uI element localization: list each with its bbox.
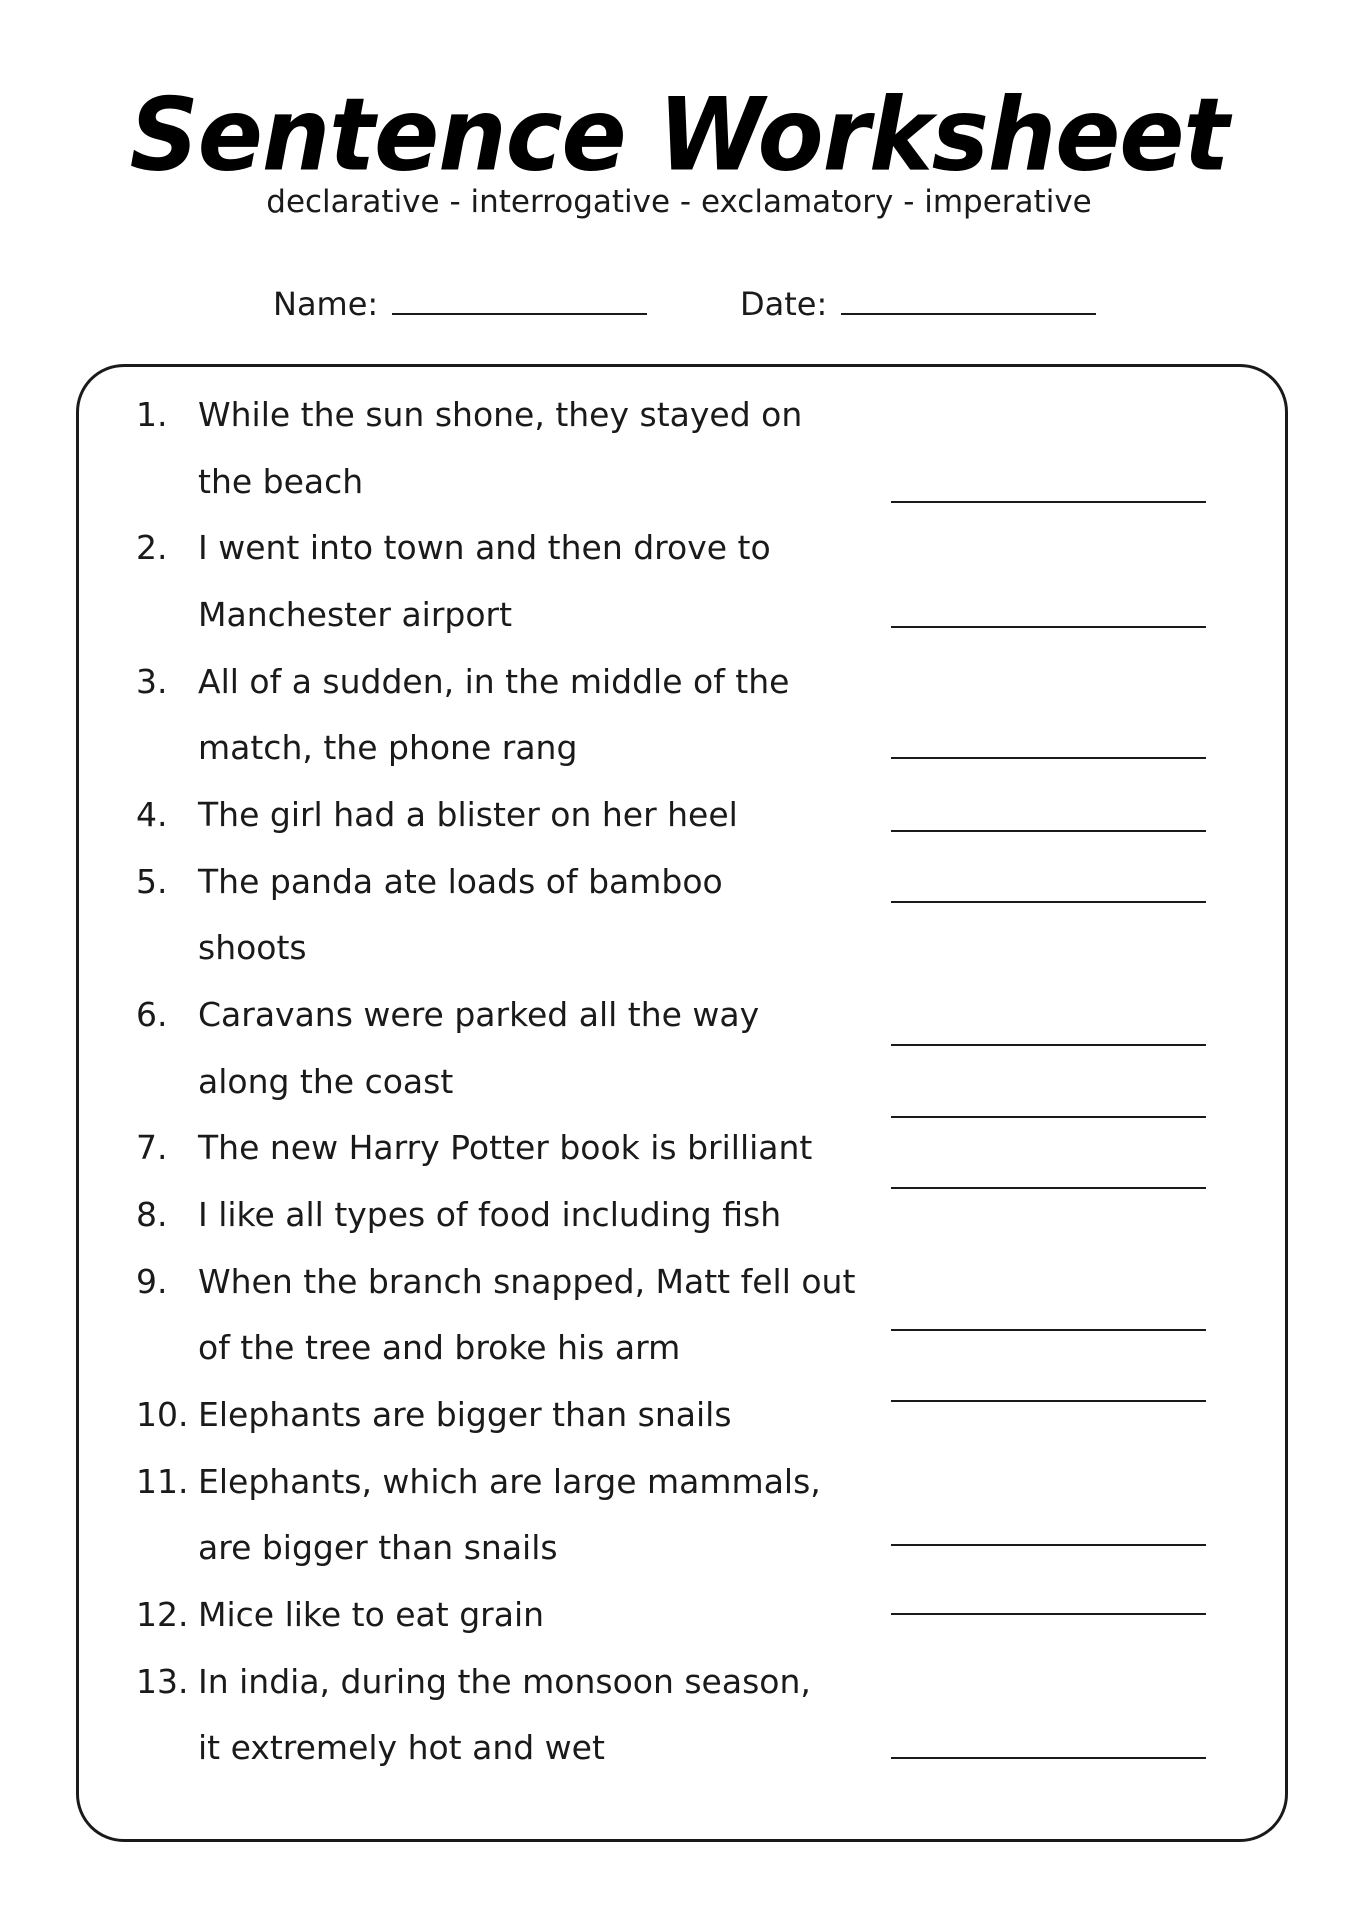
answer-line[interactable] <box>891 626 1206 628</box>
question-number: 1. <box>136 395 168 434</box>
question-number: 12. <box>136 1595 189 1634</box>
worksheet-subtitle: declarative - interrogative - exclamatory - imperative <box>266 184 1092 220</box>
answer-line[interactable] <box>891 501 1206 503</box>
question-text: shoots <box>198 928 307 967</box>
question-text: All of a sudden, in the middle of the <box>198 662 790 701</box>
question-number: 11. <box>136 1462 189 1501</box>
answer-line[interactable] <box>891 1116 1206 1118</box>
answer-line[interactable] <box>891 830 1206 832</box>
question-text: are bigger than snails <box>198 1528 558 1567</box>
question-number: 9. <box>136 1262 168 1301</box>
question-number: 7. <box>136 1128 168 1167</box>
answer-line[interactable] <box>891 1613 1206 1615</box>
question-text: match, the phone rang <box>198 728 578 767</box>
question-text: When the branch snapped, Matt fell out <box>198 1262 856 1301</box>
question-text: While the sun shone, they stayed on <box>198 395 803 434</box>
date-blank[interactable] <box>841 283 1096 315</box>
answer-line[interactable] <box>891 1044 1206 1046</box>
question-text: Manchester airport <box>198 595 513 634</box>
question-number: 10. <box>136 1395 189 1434</box>
question-text: Mice like to eat grain <box>198 1595 545 1634</box>
answer-line[interactable] <box>891 1400 1206 1402</box>
answer-line[interactable] <box>891 1544 1206 1546</box>
question-text: Caravans were parked all the way <box>198 995 760 1034</box>
answer-line[interactable] <box>891 1757 1206 1759</box>
question-text: it extremely hot and wet <box>198 1728 605 1767</box>
question-number: 6. <box>136 995 168 1034</box>
question-text: The panda ate loads of bamboo <box>198 862 723 901</box>
question-text: Elephants, which are large mammals, <box>198 1462 821 1501</box>
question-text: In india, during the monsoon season, <box>198 1662 811 1701</box>
name-label: Name: <box>273 285 379 323</box>
question-text: The new Harry Potter book is brilliant <box>198 1128 813 1167</box>
question-number: 4. <box>136 795 168 834</box>
question-text: The girl had a blister on her heel <box>198 795 738 834</box>
question-text: I like all types of food including fish <box>198 1195 782 1234</box>
question-number: 2. <box>136 528 168 567</box>
name-field <box>273 282 647 326</box>
question-number: 5. <box>136 862 168 901</box>
answer-line[interactable] <box>891 1329 1206 1331</box>
answer-line[interactable] <box>891 1187 1206 1189</box>
question-number: 3. <box>136 662 168 701</box>
date-label: Date: <box>740 285 828 323</box>
question-number: 13. <box>136 1662 189 1701</box>
question-number: 8. <box>136 1195 168 1234</box>
question-text: Elephants are bigger than snails <box>198 1395 732 1434</box>
answer-line[interactable] <box>891 901 1206 903</box>
name-blank[interactable] <box>392 283 647 315</box>
question-text: I went into town and then drove to <box>198 528 771 567</box>
answer-line[interactable] <box>891 757 1206 759</box>
question-text: the beach <box>198 462 364 501</box>
date-field <box>740 282 1096 326</box>
worksheet-title: Sentence Worksheet <box>129 76 1229 194</box>
question-text: along the coast <box>198 1062 454 1101</box>
question-text: of the tree and broke his arm <box>198 1328 681 1367</box>
